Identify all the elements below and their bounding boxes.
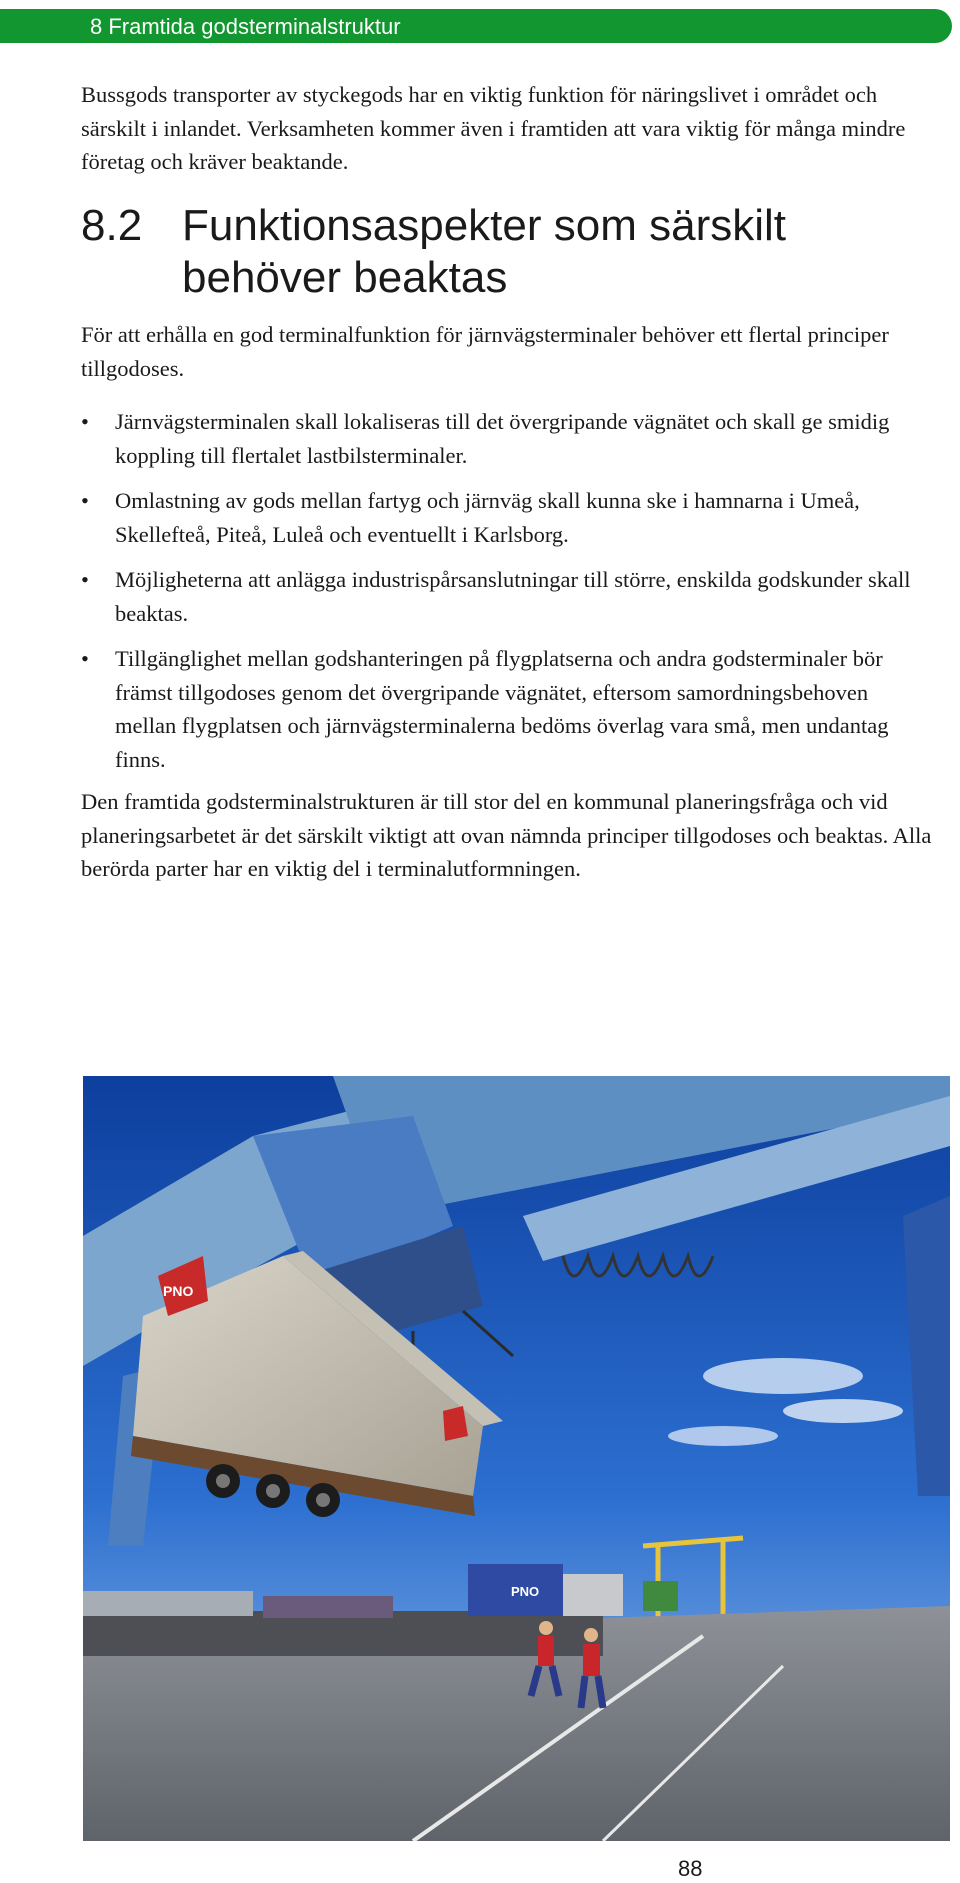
list-item bbox=[81, 484, 933, 551]
list-item-text: Tillgänglighet mellan godshanteringen på flygplatserna och andra godsterminaler bör främst tillgodoses genom det övergripande vägnätet, eftersom samordningsbehoven mellan flygplatsen och järnvägsterminalerna bedöms överlag vara små, men undantag finns. bbox=[115, 646, 889, 772]
bullet-icon: • bbox=[81, 488, 89, 513]
intro-paragraph: Bussgods transporter av styckegods har en viktig funktion för näringslivet i området och särskilt i inlandet. Verksamheten kommer även i framtiden att vara viktig för många mindre företag och kräver beaktande. bbox=[81, 82, 906, 174]
section-number: 8.2 bbox=[81, 201, 143, 250]
list-item bbox=[81, 642, 933, 776]
page-number: 88 bbox=[678, 1856, 703, 1881]
cloud bbox=[703, 1358, 863, 1394]
closing-paragraph: Den framtida godsterminalstrukturen är till stor del en kommunal planeringsfråga och vid planeringsarbetet är det särskilt viktigt att ovan nämnda principer tillgodoses och beaktas. Alla berörda parter har en viktig del i terminalutformningen. bbox=[81, 789, 932, 881]
bullet-icon: • bbox=[81, 567, 89, 592]
list-item bbox=[81, 563, 933, 630]
terminal-photo-illustration bbox=[83, 1076, 950, 1841]
trailer-logo: PNO bbox=[163, 1283, 194, 1299]
list-item-text: Möjligheterna att anlägga industrispårsanslutningar till större, enskilda godskunder skall beaktas. bbox=[115, 567, 911, 626]
section-heading bbox=[81, 200, 941, 304]
wagon-load bbox=[263, 1596, 393, 1618]
cloud bbox=[668, 1426, 778, 1446]
lead-section bbox=[81, 318, 933, 385]
section-title-line1: Funktionsaspekter som särskilt bbox=[182, 201, 786, 250]
grey-container bbox=[563, 1574, 623, 1616]
wagon-load bbox=[83, 1591, 253, 1616]
principles-list bbox=[81, 405, 933, 788]
cloud bbox=[783, 1399, 903, 1423]
green-container bbox=[643, 1581, 678, 1611]
lead-paragraph: För att erhålla en god terminalfunktion för järnvägsterminaler behöver ett flertal principer tillgodoses. bbox=[81, 322, 889, 381]
bullet-icon: • bbox=[81, 409, 89, 434]
closing-section bbox=[81, 785, 933, 886]
list-item-text: Järnvägsterminalen skall lokaliseras till det övergripande vägnätet och skall ge smidig koppling till flertalet lastbilsterminaler. bbox=[115, 409, 890, 468]
list-item bbox=[81, 405, 933, 472]
intro-section bbox=[81, 78, 933, 179]
section-title-line2: behöver beaktas bbox=[182, 253, 508, 302]
chapter-title: 8 Framtida godsterminalstruktur bbox=[90, 14, 401, 39]
container-logo: PNO bbox=[511, 1584, 540, 1599]
terminal-photo bbox=[83, 1076, 950, 1841]
bullet-icon: • bbox=[81, 646, 89, 671]
list-item-text: Omlastning av gods mellan fartyg och järnväg skall kunna ske i hamnarna i Umeå, Skellefteå, Piteå, Luleå och eventuellt i Karlsborg. bbox=[115, 488, 860, 547]
